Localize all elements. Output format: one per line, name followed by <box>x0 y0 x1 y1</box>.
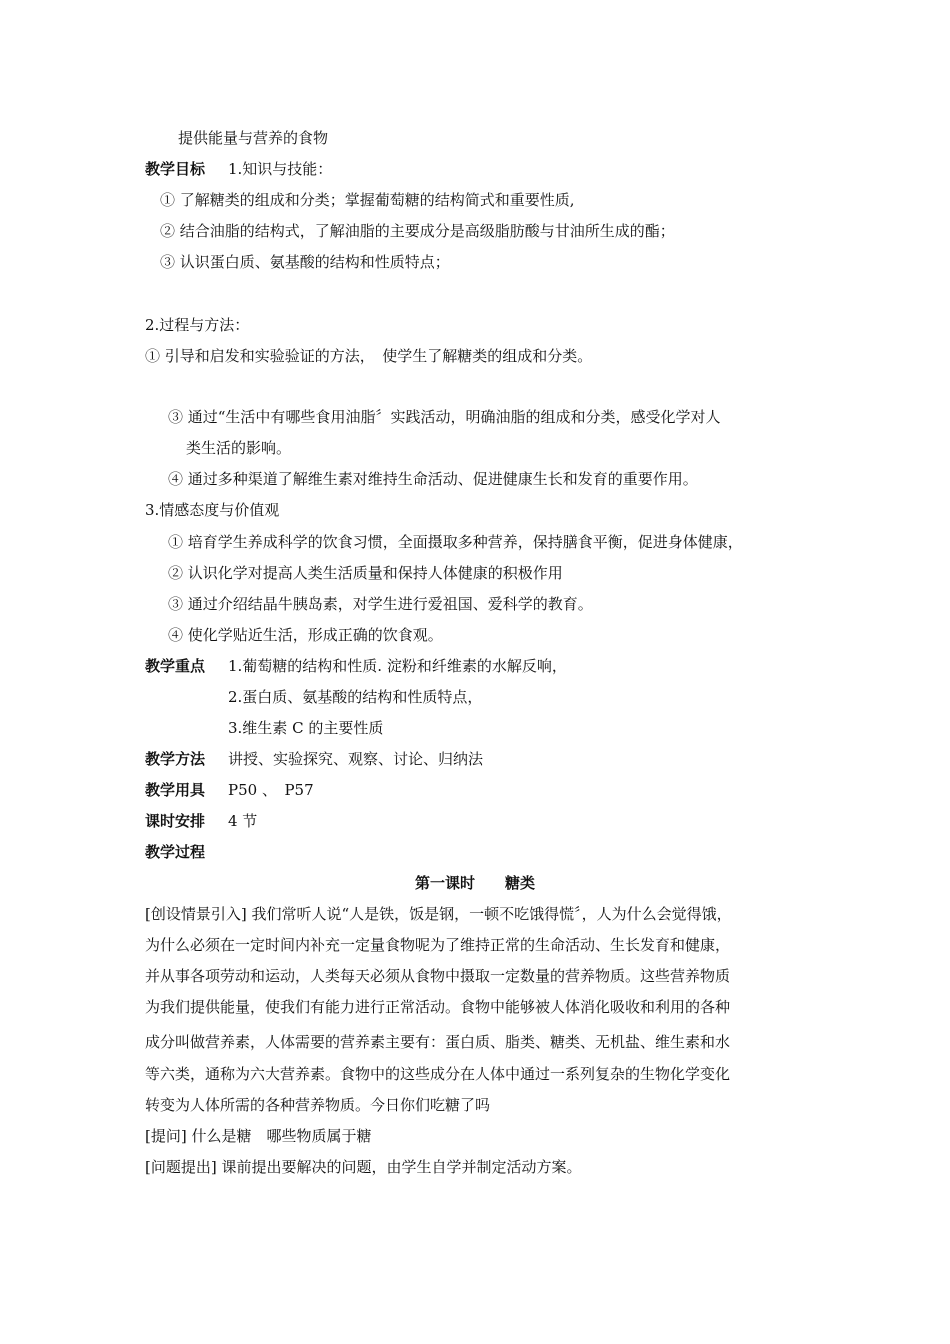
schedule-label: 课时安排 <box>145 812 206 830</box>
intro-line: [创设情景引入] 我们常听人说“人是铁，饭是钢，一顿不吃饿得慌〞，人为什么会觉得饿， <box>145 905 732 923</box>
keypoint-item: 1.葡萄糖的结构和性质. 淀粉和纤维素的水解反响， <box>228 657 567 675</box>
process-label: 教学过程 <box>145 843 206 861</box>
process-item: ① 引导和启发和实验验证的方法， 使学生了解糖类的组成和分类。 <box>145 347 593 365</box>
emotion-heading: 3.情感态度与价值观 <box>145 501 280 519</box>
problem-line: [问题提出] 课前提出要解决的问题，由学生自学并制定活动方案。 <box>145 1158 582 1176</box>
knowledge-item: ① 了解糖类的组成和分类；掌握葡萄糖的结构简式和重要性质, <box>160 191 575 209</box>
keypoints-label: 教学重点 <box>145 657 206 675</box>
keypoint-item: 3.维生素 C 的主要性质 <box>228 719 384 737</box>
lesson-title: 第一课时 糖类 <box>414 874 535 892</box>
keypoint-item: 2.蛋白质、氨基酸的结构和性质特点， <box>228 688 483 706</box>
process-heading: 2.过程与方法： <box>145 316 250 334</box>
document-title: 提供能量与营养的食物 <box>178 129 329 147</box>
method-value: 讲授、实验探究、观察、讨论、归纳法 <box>228 750 484 768</box>
schedule-value: 4 节 <box>228 812 258 830</box>
knowledge-item: ③ 认识蛋白质、氨基酸的结构和性质特点； <box>160 253 450 271</box>
intro-line: 等六类，通称为六大营养素。食物中的这些成分在人体中通过一系列复杂的生物化学变化 <box>145 1065 731 1083</box>
method-label: 教学方法 <box>145 750 206 768</box>
intro-line: 为我们提供能量，使我们有能力进行正常活动。食物中能够被人体消化吸收和利用的各种 <box>145 998 731 1016</box>
tools-value: P50 、 P57 <box>228 781 314 799</box>
process-item-continuation: 类生活的影响。 <box>186 439 292 457</box>
emotion-item: ④ 使化学贴近生活，形成正确的饮食观。 <box>168 626 443 644</box>
intro-line: 成分叫做营养素，人体需要的营养素主要有：蛋白质、脂类、糖类、无机盐、维生素和水 <box>145 1033 731 1051</box>
emotion-item: ② 认识化学对提高人类生活质量和保持人体健康的积极作用 <box>168 564 563 582</box>
question-line: [提问] 什么是糖 哪些物质属于糖 <box>145 1127 372 1145</box>
process-item: ④ 通过多种渠道了解维生素对维持生命活动、促进健康生长和发育的重要作用。 <box>168 470 698 488</box>
process-item: ③ 通过“生活中有哪些食用油脂〞实践活动，明确油脂的组成和分类，感受化学对人 <box>168 408 721 426</box>
knowledge-heading: 1.知识与技能： <box>228 160 333 178</box>
emotion-item: ① 培育学生养成科学的饮食习惯，全面摄取多种营养，保持膳食平衡，促进身体健康， <box>168 533 743 551</box>
intro-line: 并从事各项劳动和运动，人类每天必须从食物中摄取一定数量的营养物质。这些营养物质 <box>145 967 731 985</box>
intro-line: 转变为人体所需的各种营养物质。今日你们吃糖了吗 <box>145 1096 491 1114</box>
knowledge-item: ② 结合油脂的结构式，了解油脂的主要成分是高级脂肪酸与甘油所生成的酯； <box>160 222 675 240</box>
objectives-label: 教学目标 <box>145 160 206 178</box>
intro-line: 为什么必须在一定时间内补充一定量食物呢为了维持正常的生命活动、生长发育和健康， <box>145 936 731 954</box>
tools-label: 教学用具 <box>145 781 206 799</box>
emotion-item: ③ 通过介绍结晶牛胰岛素，对学生进行爱祖国、爱科学的教育。 <box>168 595 593 613</box>
